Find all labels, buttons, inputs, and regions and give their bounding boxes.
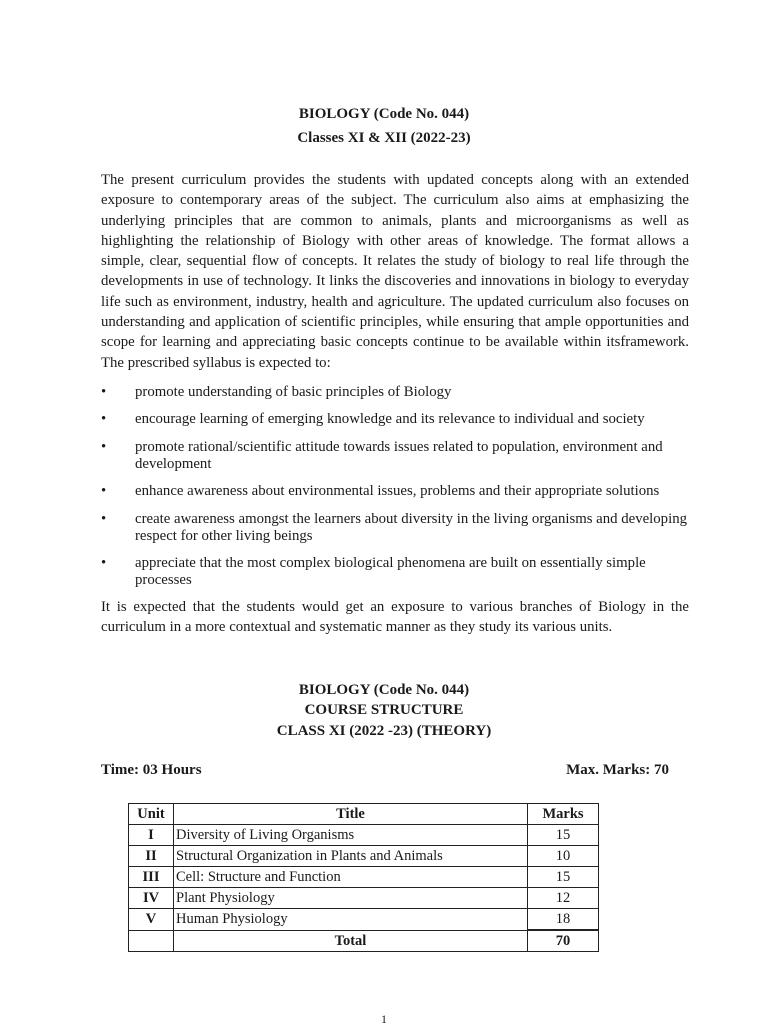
marks-cell: 15 <box>528 867 599 888</box>
intro-paragraph: The present curriculum provides the students with updated concepts along with an extended exposure to contemporary areas of the subject. The curriculum also aims at emphasizing the underlying principles that are common to animals, plants and microorganisms as well as highlighting the relationship of Biology with other areas of knowledge. The format allows a simple, clear, sequential flow of concepts. It relates the study of biology to real life through the developments in use of technology. It links the discoveries and innovations in biology to everyday life such as environment, industry, health and agriculture. The updated curriculum also focuses on understanding and application of scientific principles, while ensuring that ample opportunities and scope for learning and appreciating basic concepts continue to be available within itsframework. The prescribed syllabus is expected to: <box>101 172 689 371</box>
title-cell: Structural Organization in Plants and Animals <box>174 846 528 867</box>
bullet-icon: • <box>101 438 107 455</box>
document-subtitle: Classes XI & XII (2022-23) <box>297 130 471 146</box>
page-number: 1 <box>381 1012 387 1026</box>
class-heading: CLASS XI (2022 -23) (THEORY) <box>276 723 492 739</box>
unit-cell: II <box>129 846 174 867</box>
title-column-header: Title <box>174 804 528 825</box>
title-cell: Diversity of Living Organisms <box>174 825 528 846</box>
table-row <box>129 825 599 846</box>
marks-column-header: Marks <box>528 804 599 825</box>
closing-paragraph: It is expected that the students would get an exposure to various branches of Biology in the curriculum in a more contextual and systematic manner as they study its various units. <box>101 599 689 636</box>
bullet-icon: • <box>101 411 107 428</box>
unit-column-header: Unit <box>129 804 174 825</box>
total-marks: 70 <box>528 930 599 952</box>
list-item: • promote understanding of basic principles of Biology <box>101 384 452 400</box>
list-item: • enhance awareness about environmental issues, problems and their appropriate solutions <box>101 483 660 500</box>
table-row <box>129 888 599 909</box>
table-total-row <box>129 930 599 952</box>
units-table <box>128 803 599 952</box>
total-empty-cell <box>129 930 174 952</box>
unit-cell: IV <box>129 888 174 909</box>
title-cell: Human Physiology <box>174 909 528 931</box>
bullet-icon: • <box>101 384 107 400</box>
table-row <box>129 909 599 931</box>
unit-cell: V <box>129 909 174 931</box>
course-title: BIOLOGY (Code No. 044) <box>298 682 470 698</box>
marks-cell: 12 <box>528 888 599 909</box>
unit-cell: III <box>129 867 174 888</box>
title-cell: Cell: Structure and Function <box>174 867 528 888</box>
bullet-icon: • <box>101 510 107 527</box>
title-cell: Plant Physiology <box>174 888 528 909</box>
objectives-list <box>101 384 689 599</box>
course-structure-heading: COURSE STRUCTURE <box>304 702 464 718</box>
list-item: • promote rational/scientific attitude towards issues related to population, environment and development <box>101 438 663 472</box>
total-label: Total <box>174 930 528 952</box>
unit-cell: I <box>129 825 174 846</box>
bullet-icon: • <box>101 554 107 571</box>
bullet-icon: • <box>101 483 107 500</box>
list-item: • create awareness amongst the learners about diversity in the living organisms and developing respect for other living beings <box>101 510 687 544</box>
table-row <box>129 846 599 867</box>
table-row <box>129 867 599 888</box>
time-label: Time: 03 Hours <box>101 762 202 778</box>
list-item: • appreciate that the most complex biological phenomena are built on essentially simple processes <box>101 554 646 588</box>
marks-cell: 18 <box>528 909 599 931</box>
max-marks-label: Max. Marks: 70 <box>566 762 669 778</box>
marks-cell: 15 <box>528 825 599 846</box>
marks-cell: 10 <box>528 846 599 867</box>
table-header-row <box>129 804 599 825</box>
list-item: • encourage learning of emerging knowledge and its relevance to individual and society <box>101 411 645 428</box>
document-title: BIOLOGY (Code No. 044) <box>298 106 470 122</box>
